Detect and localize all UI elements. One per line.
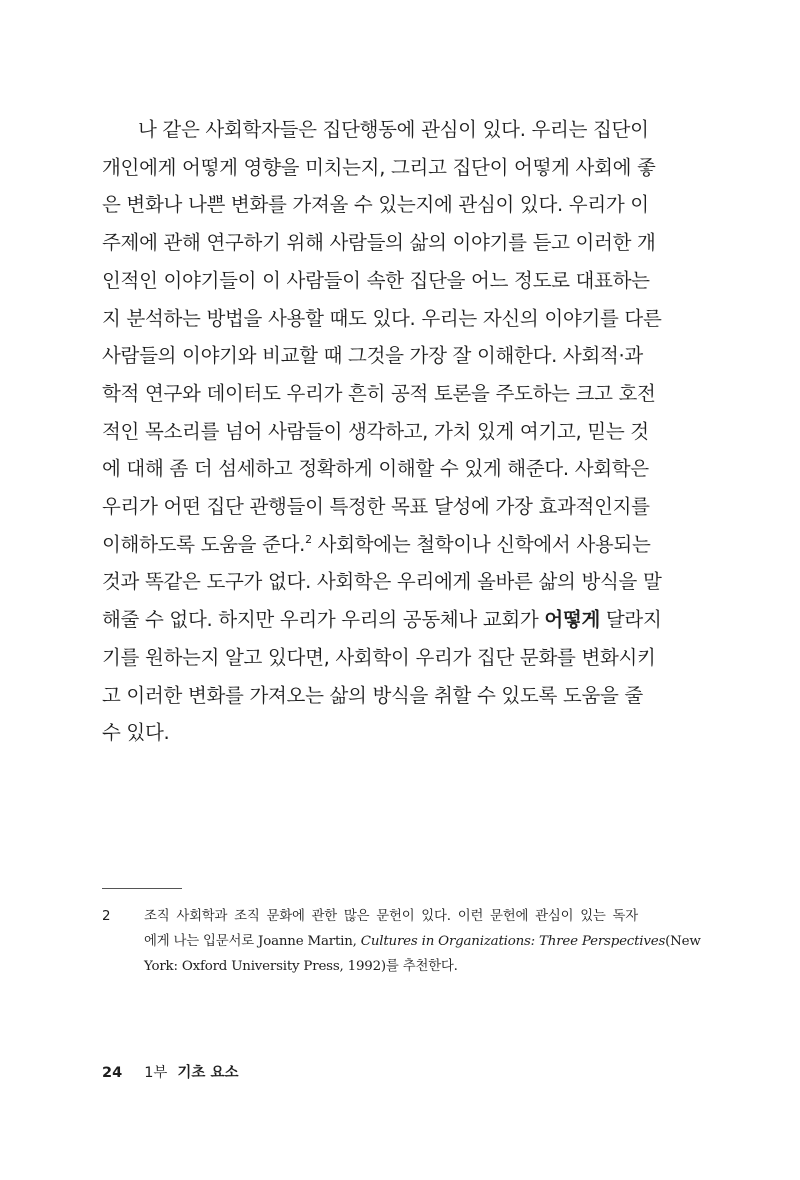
body-text-segment: 달라지 <box>600 608 662 632</box>
body-line: 인적인 이야기들이 이 사람들이 속한 집단을 어느 정도로 대표하는 <box>102 268 650 292</box>
body-line: 기를 원하는지 알고 있다면, 사회학이 우리가 집단 문화를 변화시키 <box>102 645 656 669</box>
emphasis-text: 어떻게 <box>544 608 600 632</box>
section-title: 기초 요소 <box>177 1065 239 1081</box>
footnote-body <box>144 904 701 979</box>
footnote <box>102 904 701 979</box>
body-line <box>102 526 651 564</box>
body-line: 지 분석하는 방법을 사용할 때도 있다. 우리는 자신의 이야기를 다른 <box>102 306 662 330</box>
footnote-line: 조직 사회학과 조직 문화에 관한 많은 문헌이 있다. 이런 문헌에 관심이 있는 독자 <box>144 909 638 924</box>
body-text-segment: 사회학에는 철학이나 신학에서 사용되는 <box>311 532 651 556</box>
footnote-line <box>144 929 701 954</box>
page-number: 24 <box>102 1065 123 1081</box>
body-line: 우리가 어떤 집단 관행들이 특정한 목표 달성에 가장 효과적인지를 <box>102 495 650 519</box>
footnote-reference: 2 <box>305 532 312 546</box>
page-footer <box>102 1063 239 1083</box>
body-line: 수 있다. <box>102 721 170 745</box>
part-label: 1부 <box>144 1065 168 1081</box>
footnote-number: 2 <box>102 909 111 924</box>
body-line: 에 대해 좀 더 섬세하고 정확하게 이해할 수 있게 해준다. 사회학은 <box>102 457 649 481</box>
book-title: Cultures in Organizations: Three Perspectives <box>360 934 666 949</box>
body-line: 개인에게 어떻게 영향을 미치는지, 그리고 집단이 어떻게 사회에 좋 <box>102 155 656 179</box>
body-line: 나 같은 사회학자들은 집단행동에 관심이 있다. 우리는 집단이 <box>138 118 649 141</box>
footnote-text-segment: (New <box>665 934 701 949</box>
footnote-text-segment: 에게 나는 입문서로 Joanne Martin, <box>144 934 361 949</box>
body-line: 주제에 관해 연구하기 위해 사람들의 삶의 이야기를 듣고 이러한 개 <box>102 231 656 255</box>
footnote-divider <box>102 888 182 889</box>
body-line: 학적 연구와 데이터도 우리가 흔히 공적 토론을 주도하는 크고 호전 <box>102 381 656 405</box>
body-paragraph <box>102 111 662 752</box>
body-line <box>102 601 662 639</box>
body-line: 고 이러한 변화를 가져오는 삶의 방식을 취할 수 있도록 도움을 줄 <box>102 683 643 707</box>
body-text-segment: 해줄 수 없다. 하지만 우리가 우리의 공동체나 교회가 <box>102 608 545 632</box>
body-line: 적인 목소리를 넘어 사람들이 생각하고, 가치 있게 여기고, 믿는 것 <box>102 419 649 443</box>
body-text-segment: 이해하도록 도움을 준다. <box>102 532 306 556</box>
footnote-line: York: Oxford University Press, 1992)를 추천한다. <box>144 959 458 974</box>
body-line: 은 변화나 나쁜 변화를 가져올 수 있는지에 관심이 있다. 우리가 이 <box>102 193 649 217</box>
body-line: 사람들의 이야기와 비교할 때 그것을 가장 잘 이해한다. 사회적·과 <box>102 344 643 368</box>
body-line: 것과 똑같은 도구가 없다. 사회학은 우리에게 올바른 삶의 방식을 말 <box>102 570 662 594</box>
